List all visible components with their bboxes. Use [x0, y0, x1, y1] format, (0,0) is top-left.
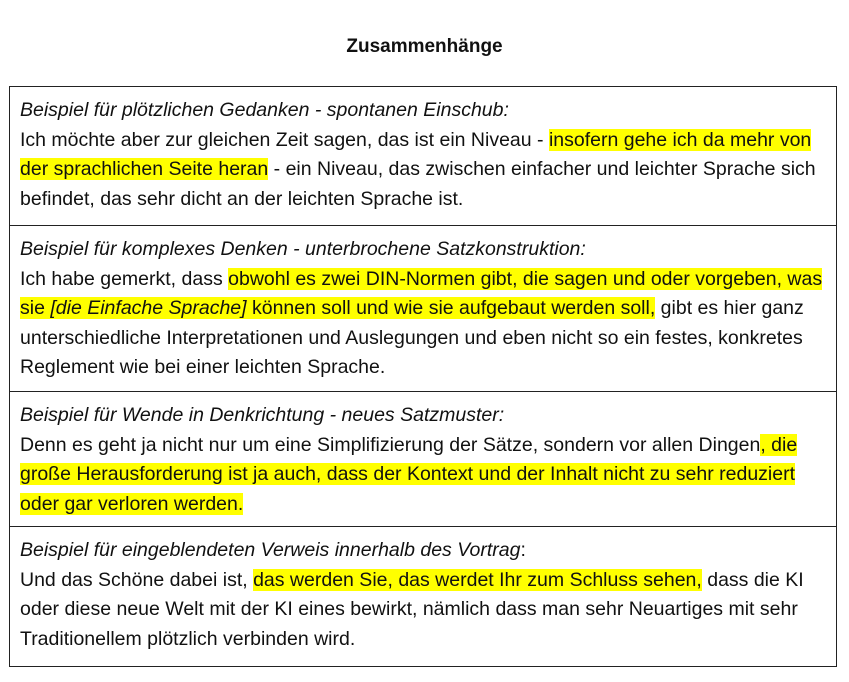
examples-table	[9, 86, 837, 667]
highlighted-text: können soll und wie sie aufgebaut werden soll,	[246, 297, 656, 319]
highlighted-text: , die große Herausforderung ist ja auch, dass der Kontext und der Inhalt nicht zu sehr reduziert oder gar verloren werden.	[20, 433, 798, 515]
highlighted-text: obwohl es zwei DIN-Normen gibt, die sagen und oder vorgeben, was sie	[20, 267, 823, 319]
highlighted-italic-insertion: [die Einfache Sprache]	[50, 297, 247, 319]
example-text: Und das Schöne dabei ist,	[20, 568, 254, 591]
example-heading: Beispiel für komplexes Denken - unterbrochene Satzkonstruktion:	[20, 238, 586, 260]
example-cell-spontaneous-insertion	[10, 87, 836, 226]
example-text: Ich möchte aber zur gleichen Zeit sagen, das ist ein Niveau -	[20, 128, 549, 151]
example-heading-suffix: :	[520, 539, 526, 561]
example-text: Denn es geht ja nicht nur um eine Simplifizierung der Sätze, sondern vor allen Dingen	[20, 433, 761, 456]
example-cell-embedded-reference	[10, 527, 836, 666]
example-text: gibt es hier ganz unterschiedliche Interpretationen und Auslegungen und eben nicht so ein festes, konkretes Reglement wie bei einer leichten Sprache.	[20, 297, 804, 378]
example-cell-turn-in-thinking	[10, 392, 836, 527]
example-heading: Beispiel für eingeblendeten Verweis innerhalb des Vortrag	[20, 539, 521, 561]
page-title: Zusammenhänge	[346, 36, 503, 57]
example-text: - ein Niveau, das zwischen einfacher und leichter Sprache sich befindet, das sehr dicht an der leichten Sprache ist.	[20, 158, 816, 210]
example-cell-complex-thinking	[10, 226, 836, 392]
highlighted-text: insofern gehe ich da mehr von der sprachlichen Seite heran	[20, 128, 812, 180]
example-text: dass die KI oder diese neue Welt mit der KI eines bewirkt, nämlich dass man sehr Neuartiges mit sehr Traditionellem plötzlich verbinden wird.	[20, 568, 804, 650]
highlighted-text: das werden Sie, das werdet Ihr zum Schluss sehen,	[253, 568, 702, 591]
example-heading: Beispiel für Wende in Denkrichtung - neues Satzmuster:	[20, 404, 505, 426]
example-heading: Beispiel für plötzlichen Gedanken - spontanen Einschub:	[20, 99, 509, 121]
example-text: Ich habe gemerkt, dass	[20, 267, 229, 290]
